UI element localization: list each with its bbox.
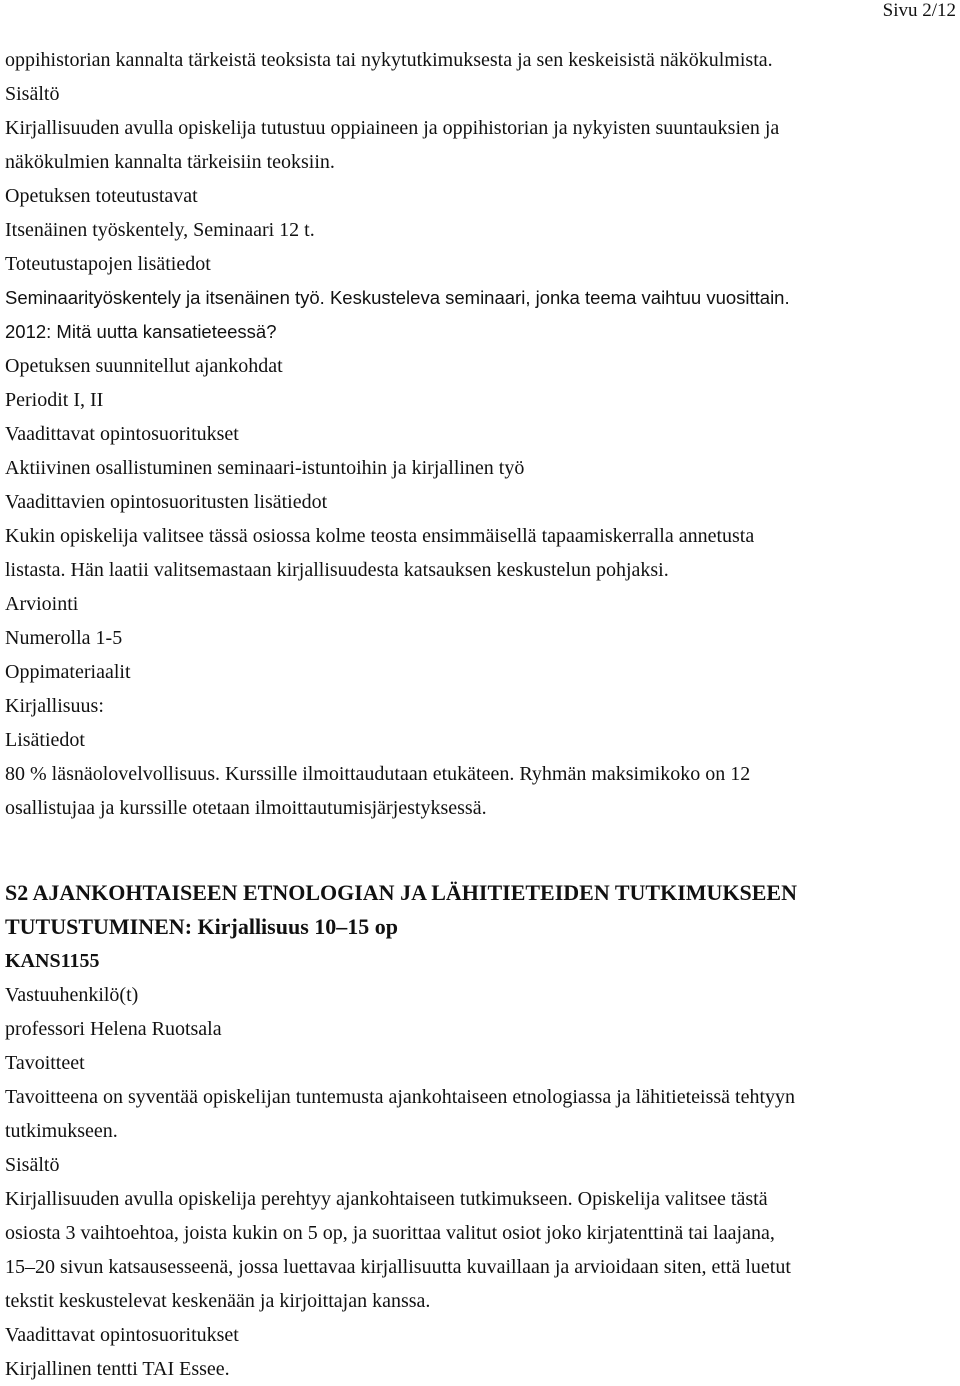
tavoitteet-line: Tavoitteena on syventää opiskelijan tuntemusta ajankohtaiseen etnologiassa ja lähitieteissä tehtyyn: [5, 1086, 796, 1108]
sisalto-heading: Sisältö: [5, 83, 60, 105]
course-code: KANS1155: [5, 950, 100, 972]
toteutustavat-heading: Opetuksen toteutustavat: [5, 185, 198, 207]
vastuuhenkilo-heading: Vastuuhenkilö(t): [5, 984, 139, 1006]
suoritukset-heading: Vaadittavat opintosuoritukset: [5, 423, 239, 445]
course-title-line: TUTUSTUMINEN: Kirjallisuus 10–15 op: [5, 914, 399, 939]
suoritusten-lisatiedot-line: listasta. Hän laatii valitsemastaan kirjallisuudesta katsauksen keskustelun pohjaksi.: [5, 559, 669, 581]
suoritusten-lisatiedot-line: Kukin opiskelija valitsee tässä osiossa kolme teosta ensimmäisellä tapaamiskerralla annetusta: [5, 525, 755, 547]
arviointi-heading: Arviointi: [5, 593, 79, 615]
tavoitteet-line: tutkimukseen.: [5, 1120, 118, 1142]
toteutustavat-text: Itsenäinen työskentely, Seminaari 12 t.: [5, 219, 315, 241]
sisalto-line: näkökulmien kannalta tärkeisiin teoksiin.: [5, 151, 335, 173]
oppimateriaalit-text: Kirjallisuus:: [5, 695, 104, 717]
lisatiedot-line: 80 % läsnäolovelvollisuus. Kurssille ilmoittaudutaan etukäteen. Ryhmän maksimikoko on 12: [5, 763, 751, 785]
s2-sisalto-line: osiosta 3 vaihtoehtoa, joista kukin on 5 op, ja suorittaa valitut osiot joko kirjatenttinä tai laajana,: [5, 1222, 775, 1244]
document-body: [5, 43, 957, 1386]
s2-sisalto-line: tekstit keskustelevat keskenään ja kirjoittajan kanssa.: [5, 1290, 431, 1312]
ajankohdat-heading: Opetuksen suunnitellut ajankohdat: [5, 355, 283, 377]
s2-sisalto-line: Kirjallisuuden avulla opiskelija perehtyy ajankohtaiseen tutkimukseen. Opiskelija valitsee tästä: [5, 1188, 768, 1210]
toteutustapojen-lisatiedot-line: 2012: Mitä uutta kansatieteessä?: [5, 321, 277, 342]
page-number: Sivu 2/12: [882, 0, 956, 21]
arviointi-text: Numerolla 1-5: [5, 627, 123, 649]
course-title-line: S2 AJANKOHTAISEEN ETNOLOGIAN JA LÄHITIETEIDEN TUTKIMUKSEEN: [5, 880, 797, 905]
intro-line: oppihistorian kannalta tärkeistä teoksista tai nykytutkimuksesta ja sen keskeisistä näkökulmista.: [5, 49, 773, 71]
s2-sisalto-line: 15–20 sivun katsausesseenä, jossa luettavaa kirjallisuutta kuvaillaan ja arvioidaan siten, että luetut: [5, 1256, 791, 1278]
toteutustapojen-lisatiedot-line: Seminaarityöskentely ja itsenäinen työ. Keskusteleva seminaari, jonka teema vaihtuu vuosittain.: [5, 287, 790, 308]
toteutustapojen-lisatiedot-heading: Toteutustapojen lisätiedot: [5, 253, 211, 275]
tavoitteet-heading: Tavoitteet: [5, 1052, 85, 1074]
lisatiedot-line: osallistujaa ja kurssille otetaan ilmoittautumisjärjestyksessä.: [5, 797, 487, 819]
s2-suoritukset-text: Kirjallinen tentti TAI Essee.: [5, 1358, 230, 1380]
section-divider-space: [5, 825, 957, 876]
oppimateriaalit-heading: Oppimateriaalit: [5, 661, 131, 683]
suoritusten-lisatiedot-heading: Vaadittavien opintosuoritusten lisätiedot: [5, 491, 328, 513]
ajankohdat-text: Periodit I, II: [5, 389, 104, 411]
suoritukset-text: Aktiivinen osallistuminen seminaari-istuntoihin ja kirjallinen työ: [5, 457, 525, 479]
s2-sisalto-heading: Sisältö: [5, 1154, 60, 1176]
s2-suoritukset-heading: Vaadittavat opintosuoritukset: [5, 1324, 239, 1346]
sisalto-line: Kirjallisuuden avulla opiskelija tutustuu oppiaineen ja oppihistorian ja nykyisten suuntauksien ja: [5, 117, 780, 139]
lisatiedot-heading: Lisätiedot: [5, 729, 85, 751]
vastuuhenkilo-text: professori Helena Ruotsala: [5, 1018, 222, 1040]
